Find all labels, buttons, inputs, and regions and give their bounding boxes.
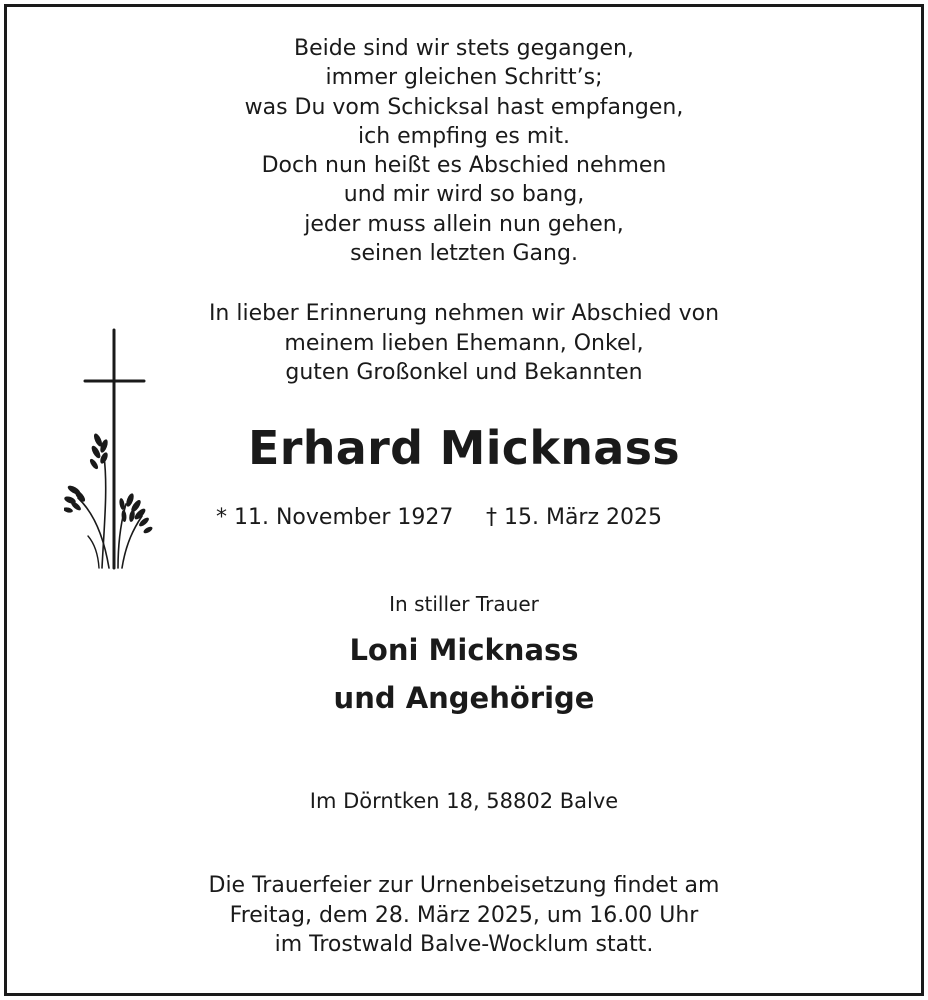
intro-line: guten Großonkel und Bekannten (285, 360, 643, 385)
mourners (0, 626, 928, 722)
death-date: † 15. März 2025 (486, 505, 663, 530)
poem-line: seinen letzten Gang. (350, 241, 578, 267)
mourning-label: In stiller Trauer (389, 592, 539, 616)
service-info (0, 871, 928, 960)
service-line: Freitag, dem 28. März 2025, um 16.00 Uhr (229, 902, 699, 928)
service-line: im Trostwald Balve-Wocklum statt. (274, 932, 654, 957)
poem-line: jeder muss allein nun gehen, (304, 211, 624, 237)
poem (0, 34, 928, 268)
mourner-name: und Angehörige (333, 681, 595, 715)
poem-line: ich empfing es mit. (358, 123, 570, 149)
life-dates (0, 501, 928, 535)
mourner-name: Loni Micknass (349, 633, 579, 667)
poem-line: Beide sind wir stets gegangen, (294, 36, 634, 61)
intro-line: In lieber Erinnerung nehmen wir Abschied von (208, 301, 720, 326)
deceased-name: Erhard Micknass (248, 421, 680, 475)
poem-line: immer gleichen Schritt’s; (325, 65, 603, 91)
birth-date: * 11. November 1927 (216, 505, 454, 530)
poem-line: Doch nun heißt es Abschied nehmen (261, 153, 667, 179)
intro-line: meinem lieben Ehemann, Onkel, (284, 330, 644, 356)
service-line: Die Trauerfeier zur Urnenbeisetzung findet am (208, 873, 720, 898)
poem-line: und mir wird so bang, (343, 182, 585, 208)
poem-line: was Du vom Schicksal hast empfangen, (244, 94, 684, 120)
address: Im Dörntken 18, 58802 Balve (309, 789, 619, 813)
